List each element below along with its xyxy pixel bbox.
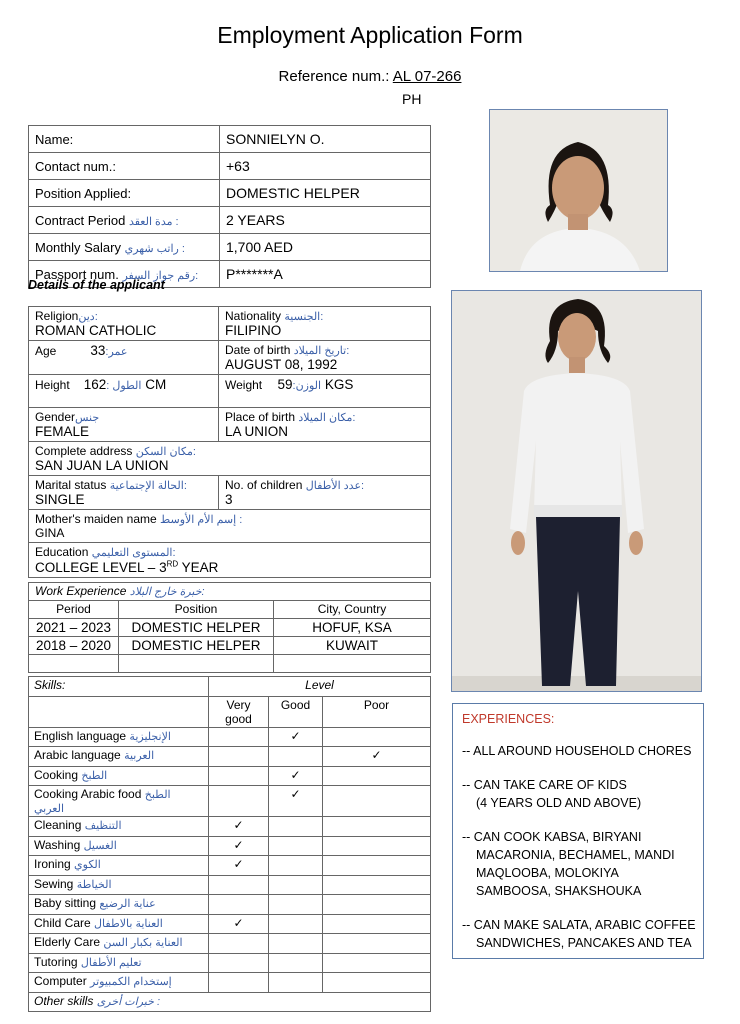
info-label: Monthly Salary راتب شهري : — [29, 234, 220, 261]
height-cell: Height الطول :162 CM — [29, 375, 219, 408]
age-value: 33 — [90, 343, 106, 358]
skill-level-cell — [323, 973, 431, 993]
info-value: +63 — [220, 153, 431, 180]
skill-level-cell — [269, 836, 323, 856]
skill-level-cell — [323, 953, 431, 973]
education-cell: Education المستوى التعليمي: COLLEGE LEVEL – 3RD YEAR — [29, 543, 431, 578]
work-location: HOFUF, KSA — [274, 619, 431, 637]
age-cell: Age عمر:33 — [29, 341, 219, 375]
work-position: DOMESTIC HELPER — [119, 619, 274, 637]
skills-table — [28, 676, 431, 1012]
work-col-header: City, Country — [274, 601, 431, 619]
work-period: 2018 – 2020 — [29, 637, 119, 655]
skill-level-cell — [323, 786, 431, 817]
level-header: Very good — [209, 696, 269, 727]
skill-level-cell — [323, 895, 431, 915]
skill-level-cell — [323, 836, 431, 856]
marital-value: SINGLE — [35, 492, 85, 507]
info-label: Position Applied: — [29, 180, 220, 207]
info-row — [29, 207, 431, 234]
skill-level-cell — [269, 747, 323, 767]
page-title: Employment Application Form — [217, 22, 523, 48]
skill-label: Child Care العناية بالاطفال — [29, 914, 209, 934]
skill-level-cell — [323, 914, 431, 934]
full-body-photo — [451, 290, 702, 692]
skill-label: Computer إستخدام الكمبيوتر — [29, 973, 209, 993]
skills-heading: Skills: — [29, 677, 209, 697]
work-position: DOMESTIC HELPER — [119, 637, 274, 655]
pob-value: LA UNION — [225, 424, 289, 439]
skill-label: Baby sitting عناية الرضيع — [29, 895, 209, 915]
skill-label: Ironing الكوي — [29, 856, 209, 876]
dob-value: AUGUST 08, 1992 — [225, 357, 338, 372]
work-col-header: Period — [29, 601, 119, 619]
skill-level-cell — [209, 875, 269, 895]
info-row — [29, 234, 431, 261]
check-icon: ✓ — [269, 727, 323, 747]
skill-level-cell — [323, 817, 431, 837]
check-icon: ✓ — [209, 836, 269, 856]
skill-level-cell — [269, 973, 323, 993]
children-value: 3 — [225, 492, 233, 507]
education-value: COLLEGE LEVEL – 3RD YEAR — [35, 559, 219, 575]
work-heading: Work Experience خبرة خارج البلاد: — [29, 583, 431, 601]
gender-cell: Genderجنس FEMALE — [29, 408, 219, 442]
skill-level-cell — [209, 934, 269, 954]
skill-level-cell — [269, 856, 323, 876]
skill-level-cell — [323, 856, 431, 876]
table-row — [29, 637, 431, 655]
skill-level-cell — [323, 934, 431, 954]
country-code: PH — [402, 91, 422, 107]
dob-cell: Date of birth تاريخ الميلاد: AUGUST 08, 1992 — [219, 341, 431, 375]
skill-level-cell — [209, 747, 269, 767]
info-label: Contract Period مدة العقد : — [29, 207, 220, 234]
check-icon: ✓ — [209, 914, 269, 934]
skill-level-cell — [269, 914, 323, 934]
check-icon: ✓ — [209, 856, 269, 876]
work-col-header: Position — [119, 601, 274, 619]
reference-label: Reference num.: — [278, 68, 390, 85]
info-value: SONNIELYN O. — [220, 126, 431, 153]
religion-cell: Religionدين: ROMAN CATHOLIC — [29, 307, 219, 341]
info-label: Name: — [29, 126, 220, 153]
portrait-photo-image — [490, 110, 667, 271]
table-row — [29, 786, 431, 817]
skill-level-cell — [323, 727, 431, 747]
details-table — [28, 306, 431, 578]
arabic-label: رقم جواز السفر: — [122, 269, 199, 282]
nationality-value: FILIPINO — [225, 323, 282, 338]
table-row — [29, 914, 431, 934]
details-heading: Details of the applicant — [28, 278, 165, 292]
skill-level-cell — [209, 973, 269, 993]
children-cell: No. of children عدد الأطفال: 3 — [219, 476, 431, 510]
check-icon: ✓ — [269, 786, 323, 817]
experience-item: -- CAN MAKE SALATA, ARABIC COFFEE SANDWICHES, PANCAKES AND TEA — [462, 918, 696, 950]
skill-level-cell — [269, 953, 323, 973]
skill-level-cell — [269, 817, 323, 837]
skill-label: Cooking Arabic food الطبخ العربي — [29, 786, 209, 817]
info-table — [28, 125, 431, 288]
address-cell: Complete address مكان السكن: SAN JUAN LA UNION — [29, 442, 431, 476]
skill-label: Cooking الطبخ — [29, 766, 209, 786]
info-row — [29, 153, 431, 180]
info-row — [29, 126, 431, 153]
weight-value: 59 KGS — [277, 377, 354, 392]
table-row — [29, 817, 431, 837]
reference-number: AL 07-266 — [392, 68, 462, 85]
skill-label: Elderly Care العناية بكبار السن — [29, 934, 209, 954]
info-label: Passport num. رقم جواز السفر: — [29, 261, 220, 288]
skill-level-cell — [269, 895, 323, 915]
nationality-cell: Nationality الجنسية: FILIPINO — [219, 307, 431, 341]
skill-level-cell — [323, 875, 431, 895]
level-header: Poor — [323, 696, 431, 727]
skill-label: English language الإنجليزية — [29, 727, 209, 747]
mother-value: GINA — [35, 526, 65, 540]
check-icon: ✓ — [323, 747, 431, 767]
arabic-label: راتب شهري : — [124, 242, 185, 255]
info-value: DOMESTIC HELPER — [220, 180, 431, 207]
level-header: Good — [269, 696, 323, 727]
check-icon: ✓ — [269, 766, 323, 786]
weight-cell: Weight الوزن:59 KGS — [219, 375, 431, 408]
table-row — [29, 875, 431, 895]
info-value: P*******A — [220, 261, 431, 288]
skill-level-cell — [209, 727, 269, 747]
experiences-box — [452, 703, 704, 959]
skill-label: Arabic language العربية — [29, 747, 209, 767]
info-value: 1,700 AED — [220, 234, 431, 261]
skill-label: Sewing الخياطة — [29, 875, 209, 895]
skill-label: Tutoring تعليم الأطفال — [29, 953, 209, 973]
skill-level-cell — [269, 934, 323, 954]
height-value: 162 CM — [83, 377, 167, 392]
table-row — [29, 747, 431, 767]
table-row — [29, 836, 431, 856]
skill-label: Washing الغسيل — [29, 836, 209, 856]
gender-value: FEMALE — [35, 424, 90, 439]
arabic-label: مدة العقد : — [128, 215, 179, 228]
table-row — [29, 934, 431, 954]
table-row — [29, 953, 431, 973]
skill-label: Cleaning التنظيف — [29, 817, 209, 837]
pob-cell: Place of birth مكان الميلاد: LA UNION — [219, 408, 431, 442]
skill-level-cell — [209, 895, 269, 915]
table-row — [29, 856, 431, 876]
table-row — [29, 655, 431, 673]
experiences-title: EXPERIENCES: — [462, 712, 555, 726]
skill-level-cell — [209, 953, 269, 973]
table-row — [29, 619, 431, 637]
work-period: 2021 – 2023 — [29, 619, 119, 637]
table-row — [29, 727, 431, 747]
portrait-photo — [489, 109, 668, 272]
skill-level-cell — [209, 786, 269, 817]
info-label: Contact num.: — [29, 153, 220, 180]
other-skills: Other skills خبرات أخرى : — [29, 992, 431, 1012]
work-experience-table — [28, 582, 431, 673]
reference-line — [0, 68, 740, 85]
work-location: KUWAIT — [274, 637, 431, 655]
table-row — [29, 895, 431, 915]
full-body-photo-image — [452, 291, 701, 691]
experience-item: -- CAN COOK KABSA, BIRYANI MACARONIA, BECHAMEL, MANDI MAQLOOBA, MOLOKIYA SAMBOOSA, SHAKSHOUKA — [462, 830, 675, 898]
religion-value: ROMAN CATHOLIC — [35, 323, 157, 338]
table-row — [29, 973, 431, 993]
info-row — [29, 180, 431, 207]
mother-cell: Mother's maiden name إسم الأم الأوسط : GINA — [29, 510, 431, 543]
work-header-row — [29, 601, 431, 619]
address-value: SAN JUAN LA UNION — [35, 458, 169, 473]
skill-level-cell — [209, 766, 269, 786]
check-icon: ✓ — [209, 817, 269, 837]
skill-level-cell — [323, 766, 431, 786]
marital-cell: Marital status الحالة الإجتماعية: SINGLE — [29, 476, 219, 510]
skill-level-cell — [269, 875, 323, 895]
experience-item: -- CAN TAKE CARE OF KIDS (4 YEARS OLD AND ABOVE) — [462, 778, 642, 810]
experience-item: -- ALL AROUND HOUSEHOLD CHORES — [462, 744, 692, 758]
table-row — [29, 766, 431, 786]
info-value: 2 YEARS — [220, 207, 431, 234]
level-heading: Level — [209, 677, 431, 697]
